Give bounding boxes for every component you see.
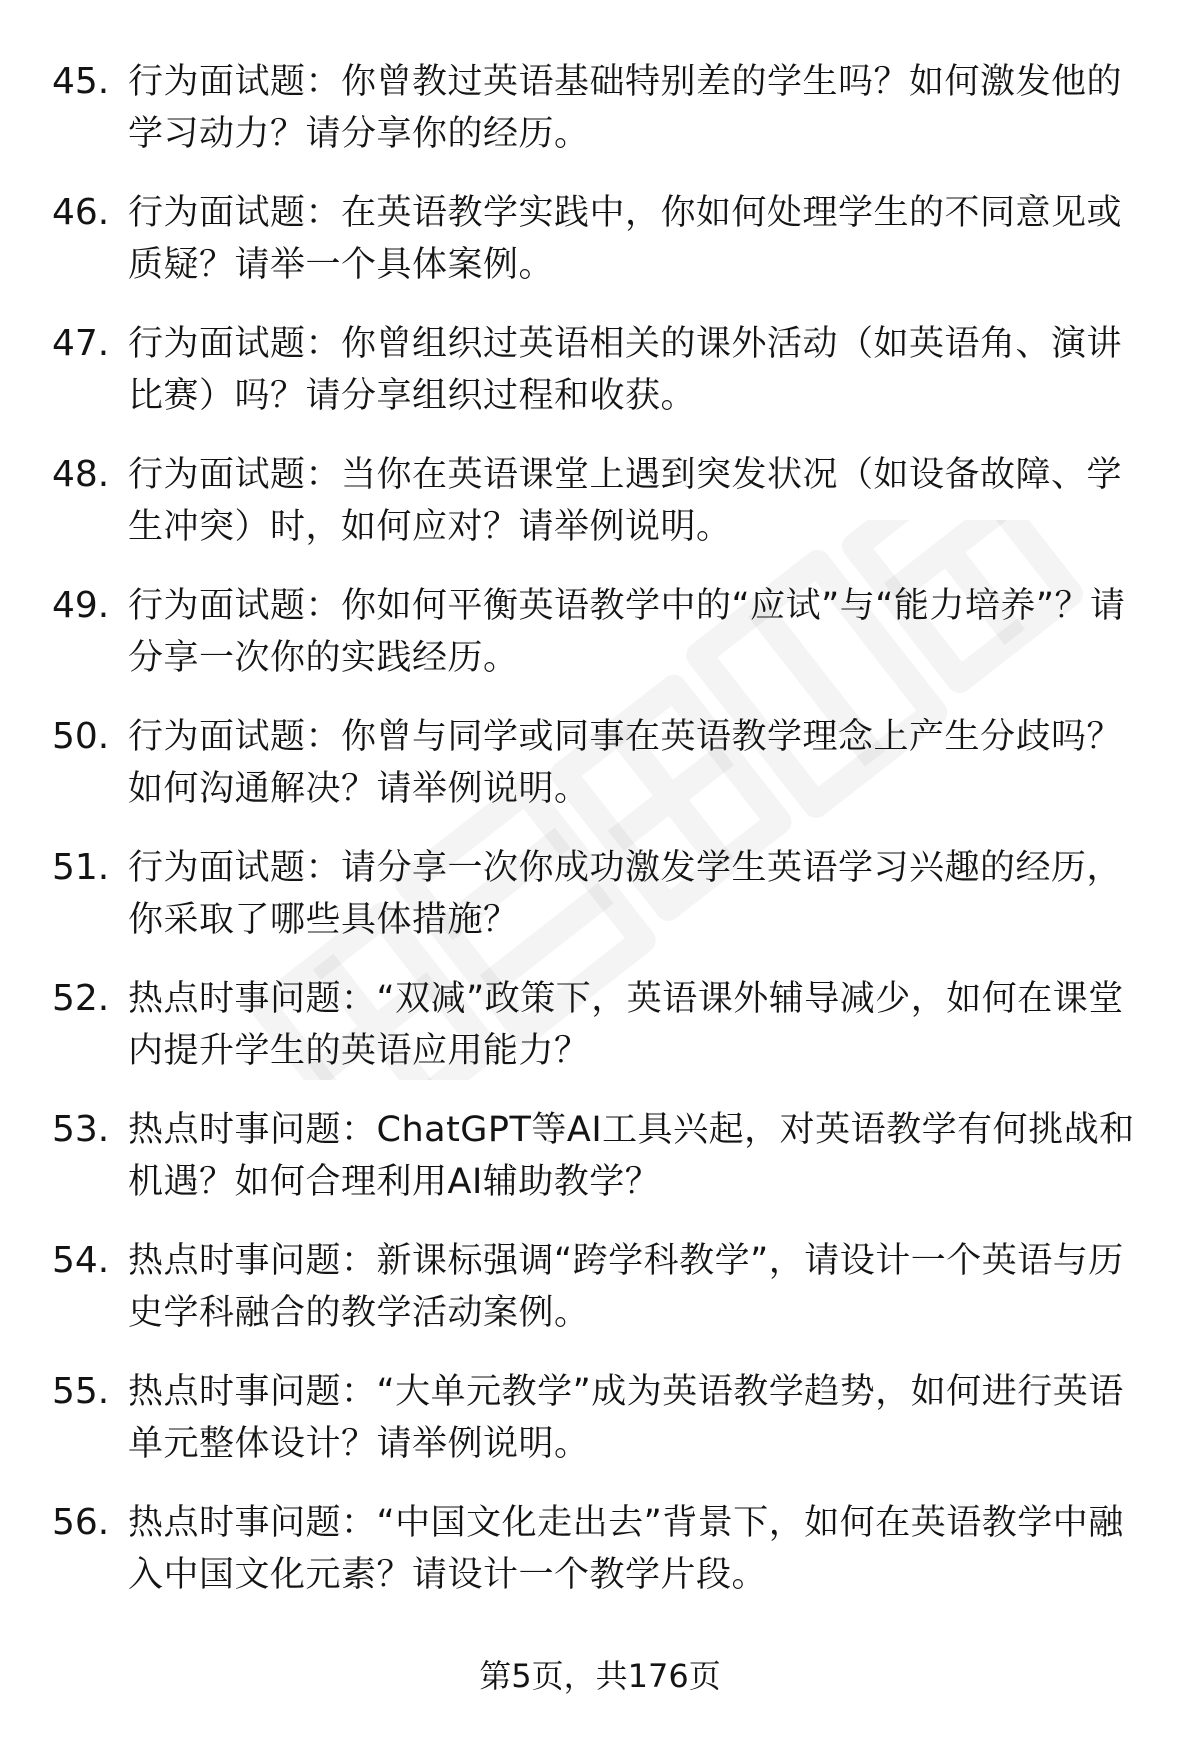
- question-number: 49.: [52, 585, 110, 626]
- question-item: [0, 1497, 1200, 1628]
- question-text: 行为面试题：你曾组织过英语相关的课外活动（如英语角、演讲比赛）吗？请分享组织过程和收获。: [128, 324, 1123, 416]
- question-text: 行为面试题：你如何平衡英语教学中的“应试”与“能力培养”？请分享一次你的实践经历。: [128, 586, 1126, 678]
- question-item: [0, 580, 1200, 711]
- question-number: 46.: [52, 192, 110, 233]
- question-number: 55.: [52, 1371, 110, 1412]
- question-number: 54.: [52, 1240, 110, 1281]
- question-number: 51.: [52, 847, 110, 888]
- question-number: 50.: [52, 716, 110, 757]
- question-number: 47.: [52, 323, 110, 364]
- question-item: [0, 187, 1200, 318]
- question-number: 53.: [52, 1109, 110, 1150]
- question-item: [0, 1366, 1200, 1497]
- question-item: [0, 1235, 1200, 1366]
- question-item: [0, 56, 1200, 187]
- question-text: 行为面试题：当你在英语课堂上遇到突发状况（如设备故障、学生冲突）时，如何应对？请举例说明。: [128, 455, 1123, 547]
- question-text: 行为面试题：在英语教学实践中，你如何处理学生的不同意见或质疑？请举一个具体案例。: [128, 193, 1123, 285]
- question-item: [0, 449, 1200, 580]
- question-text: 行为面试题：请分享一次你成功激发学生英语学习兴趣的经历，你采取了哪些具体措施？: [128, 848, 1123, 940]
- question-item: [0, 1104, 1200, 1235]
- question-text: 行为面试题：你曾教过英语基础特别差的学生吗？如何激发他的学习动力？请分享你的经历。: [128, 62, 1123, 154]
- question-item: [0, 711, 1200, 842]
- question-text: 热点时事问题：“中国文化走出去”背景下，如何在英语教学中融入中国文化元素？请设计一个教学片段。: [128, 1503, 1124, 1595]
- question-text: 热点时事问题：ChatGPT等AI工具兴起，对英语教学有何挑战和机遇？如何合理利用AI辅助教学？: [128, 1110, 1135, 1202]
- question-number: 45.: [52, 61, 110, 102]
- question-text: 热点时事问题：新课标强调“跨学科教学”，请设计一个英语与历史学科融合的教学活动案例。: [128, 1241, 1124, 1333]
- page-number-footer: 第5页，共176页: [479, 1657, 721, 1695]
- question-text: 行为面试题：你曾与同学或同事在英语教学理念上产生分歧吗？如何沟通解决？请举例说明。: [128, 717, 1123, 809]
- question-number: 52.: [52, 978, 110, 1019]
- question-item: [0, 842, 1200, 973]
- question-text: 热点时事问题：“双减”政策下，英语课外辅导减少，如何在课堂内提升学生的英语应用能力？: [128, 979, 1124, 1071]
- question-number: 56.: [52, 1502, 110, 1543]
- question-item: [0, 318, 1200, 449]
- question-item: [0, 973, 1200, 1104]
- question-text: 热点时事问题：“大单元教学”成为英语教学趋势，如何进行英语单元整体设计？请举例说明。: [128, 1372, 1124, 1464]
- question-list: [0, 56, 1200, 1628]
- question-number: 48.: [52, 454, 110, 495]
